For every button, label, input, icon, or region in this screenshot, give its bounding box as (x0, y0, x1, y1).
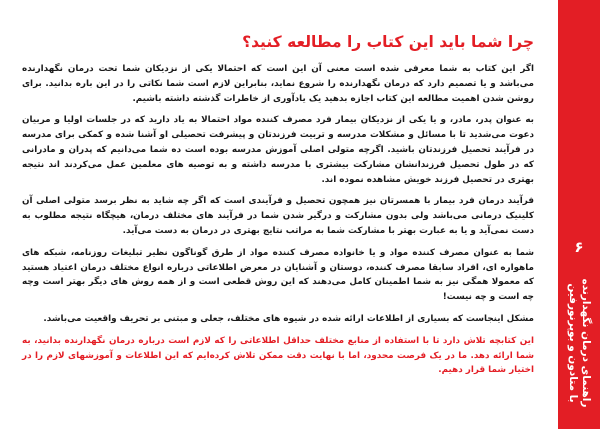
paragraph-information-sources: شما به عنوان مصرف کننده مواد و یا خانواده مصرف کننده مواد از طرق گوناگون نظیر تبلیغات روزنامه، شبکه های ماهواره ای، افراد سابقا مصرف کننده، دوستان و آشنایان در معرض اطلاعاتی درباره انواع مختلف درمان اعتیاد هستید که معمولا همگی نیز به شما اطمینان کامل می‌دهند که این روش قطعی است و از همه روش های دیگر بهتر است وچه چه است و چه نیست! (22, 247, 534, 303)
page-number: ۶ (574, 238, 584, 256)
side-title-line-2: با متادون و بوپرنورفین (567, 283, 579, 403)
paragraph-school-analogy: به عنوان پدر، مادر، و یا یکی از نزدیکان بیمار فرد مصرف کننده مواد احتمالا به یاد دارید که در جلسات اولیا و مربیان دعوت می‌شدید تا با مسائل و مشکلات مدرسه و تربیت فرزندتان و پیشرفت تحصیلی او آشنا شده و کمکی برای مدرسه در فرآیند تحصیل فرزندتان باشید. اگرچه متولی اصلی آموزش مدرسه بوده است ده شما می‌دانیم که پدران و مادرانی که در طول تحصیل فرزندانشان مشارکت بیشتری با مدرسه داشته و به توصیه های معلمین عمل می‌کردند اند نتیجه بهتری در تحصیل فرزند خویش مشاهده نموده اند. (22, 115, 534, 185)
page-content (22, 0, 534, 378)
paragraph-booklet-purpose: این کتابچه تلاش دارد تا با استفاده از منابع مختلف حداقل اطلاعاتی را که لازم است درباره درمان نگهدارنده بدانید، به شما ارائه دهد. ما در یک فرصت محدود، اما با نهایت دقت ممکن تلاش کرده‌ایم که این اطلاعات و آموزشهای لازم را در اختیار شما قرار دهیم. (22, 335, 534, 376)
paragraph-treatment-process: فرآیند درمان فرد بیمار با همسرتان نیز همچون تحصیل و فرآیندی است که اگر چه شاید به نظر برسد متولی اصلی آن کلینیک درمانی می‌باشد ولی بدون مشارکت و درگیر شدن شما در فرآیند های مختلف درمان، هیچگاه نتیجه مطلوب به دست نمی‌آید و یا به عبارت بهتر با مشارکت شما به مراتب نتایج بهتری در درمان به دست می‌آید. (22, 196, 534, 236)
paragraph-problem: مشکل اینجاست که بسیاری از اطلاعات ارائه شده در شیوه های مختلف، جعلی و مبتنی بر تحریف واقعیت می‌باشد. (43, 313, 534, 324)
section-heading: چرا شما باید این کتاب را مطالعه کنید؟ (242, 33, 534, 51)
side-title-line-1: راهنمای درمان نگهدارنده (580, 278, 592, 408)
side-band (558, 0, 600, 429)
side-book-title (558, 258, 600, 428)
paragraph-intro: اگر این کتاب به شما معرفی شده است معنی آن این است که احتمالا یکی از نزدیکان شما تحت درمان نگهدارنده می‌باشد و یا تصمیم دارد که درمان نگهدارنده را شروع نماید، بنابراین لازم است شما نکاتی را در این باره بدانید. برای روشن شدن اهمیت مطالعه این کتاب اجازه بدهید یک یادآوری از خاطرات گذشته داشته باشیم. (22, 64, 534, 104)
